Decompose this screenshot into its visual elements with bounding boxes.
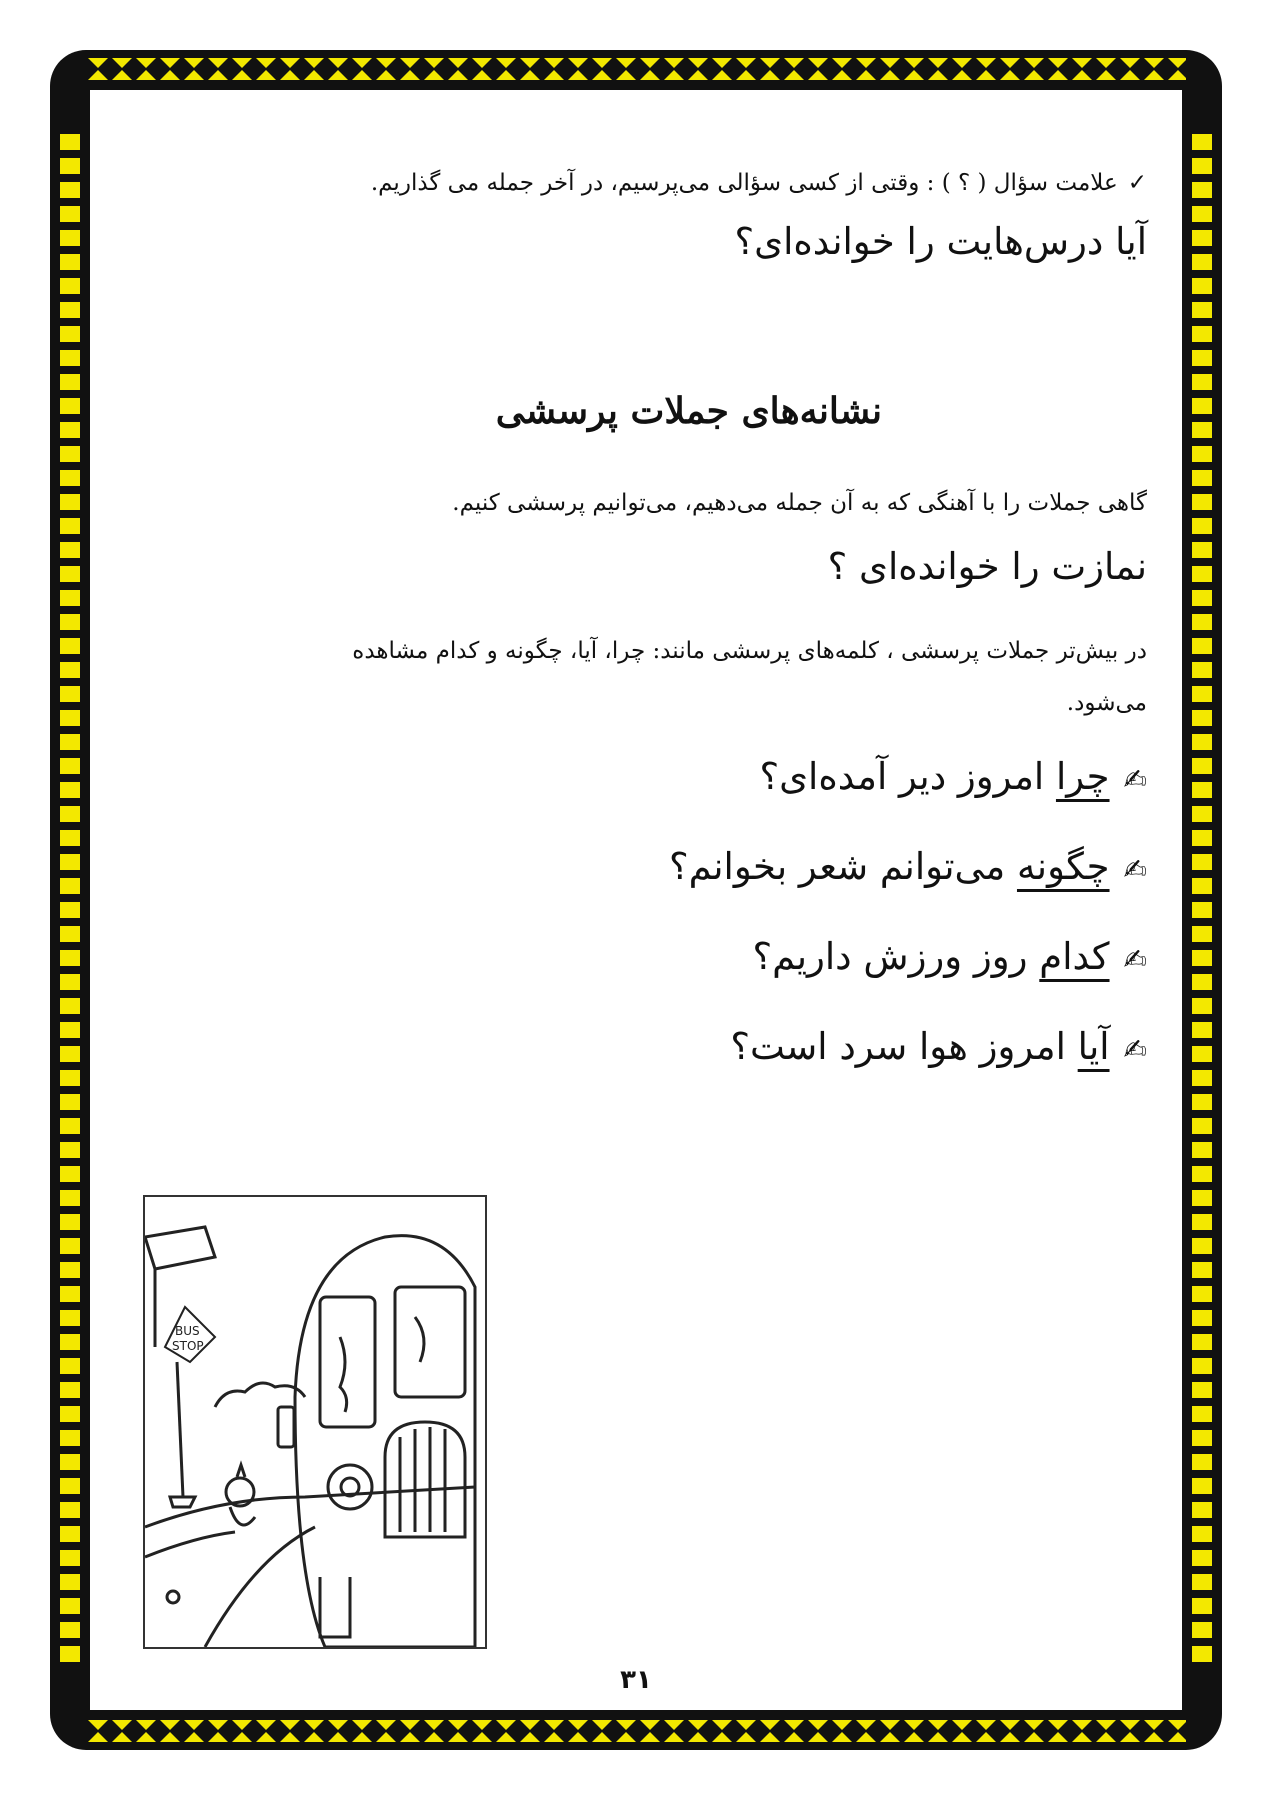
- example-sentence-2: نمازت را خوانده‌ای ؟: [827, 545, 1147, 588]
- bus-stop-sign-text-2: STOP: [172, 1339, 204, 1353]
- page-number: ۳۱: [620, 1665, 652, 1695]
- checkmark-icon: ✓: [1127, 170, 1147, 196]
- question-mark-note: ✓علامت سؤال ( ؟ ) : وقتی از کسی سؤالی می‌پرسیم، در آخر جمله می گذاریم.: [370, 170, 1147, 196]
- border-top-band: [86, 52, 1186, 86]
- question-example: ✍آیا امروز هوا سرد است؟: [730, 1025, 1147, 1068]
- pencil-icon: ✍: [1123, 943, 1147, 976]
- border-left-squares: [56, 130, 84, 1670]
- paragraph-intonation: گاهی جملات را با آهنگی که به آن جمله می‌دهیم، می‌توانیم پرسشی کنیم.: [452, 490, 1147, 516]
- pencil-icon: ✍: [1123, 853, 1147, 886]
- bus-stop-sign-text-1: BUS: [175, 1324, 200, 1338]
- bus-stop-illustration: [143, 1195, 487, 1649]
- question-keyword: کدام: [1039, 935, 1110, 978]
- border-right-squares: [1188, 130, 1216, 1670]
- pencil-icon: ✍: [1123, 1033, 1147, 1066]
- question-keyword: آیا: [1077, 1025, 1110, 1068]
- paragraph-question-words-line1: در بیش‌تر جملات پرسشی ، کلمه‌های پرسشی مانند: چرا، آیا، چگونه و کدام مشاهده: [352, 638, 1147, 664]
- paragraph-question-words-line2: می‌شود.: [1066, 690, 1147, 716]
- question-example: ✍چگونه می‌توانم شعر بخوانم؟: [669, 845, 1147, 888]
- question-keyword: چگونه: [1016, 845, 1110, 888]
- pencil-icon: ✍: [1123, 763, 1147, 796]
- question-keyword: چرا: [1055, 755, 1110, 798]
- border-bottom-band: [86, 1714, 1186, 1748]
- question-example: ✍چرا امروز دیر آمده‌ای؟: [759, 755, 1147, 798]
- section-heading: نشانه‌های جملات پرسشی: [495, 390, 882, 432]
- example-sentence-1: آیا درس‌هایت را خوانده‌ای؟: [734, 220, 1147, 263]
- question-example: ✍کدام روز ورزش داریم؟: [752, 935, 1147, 978]
